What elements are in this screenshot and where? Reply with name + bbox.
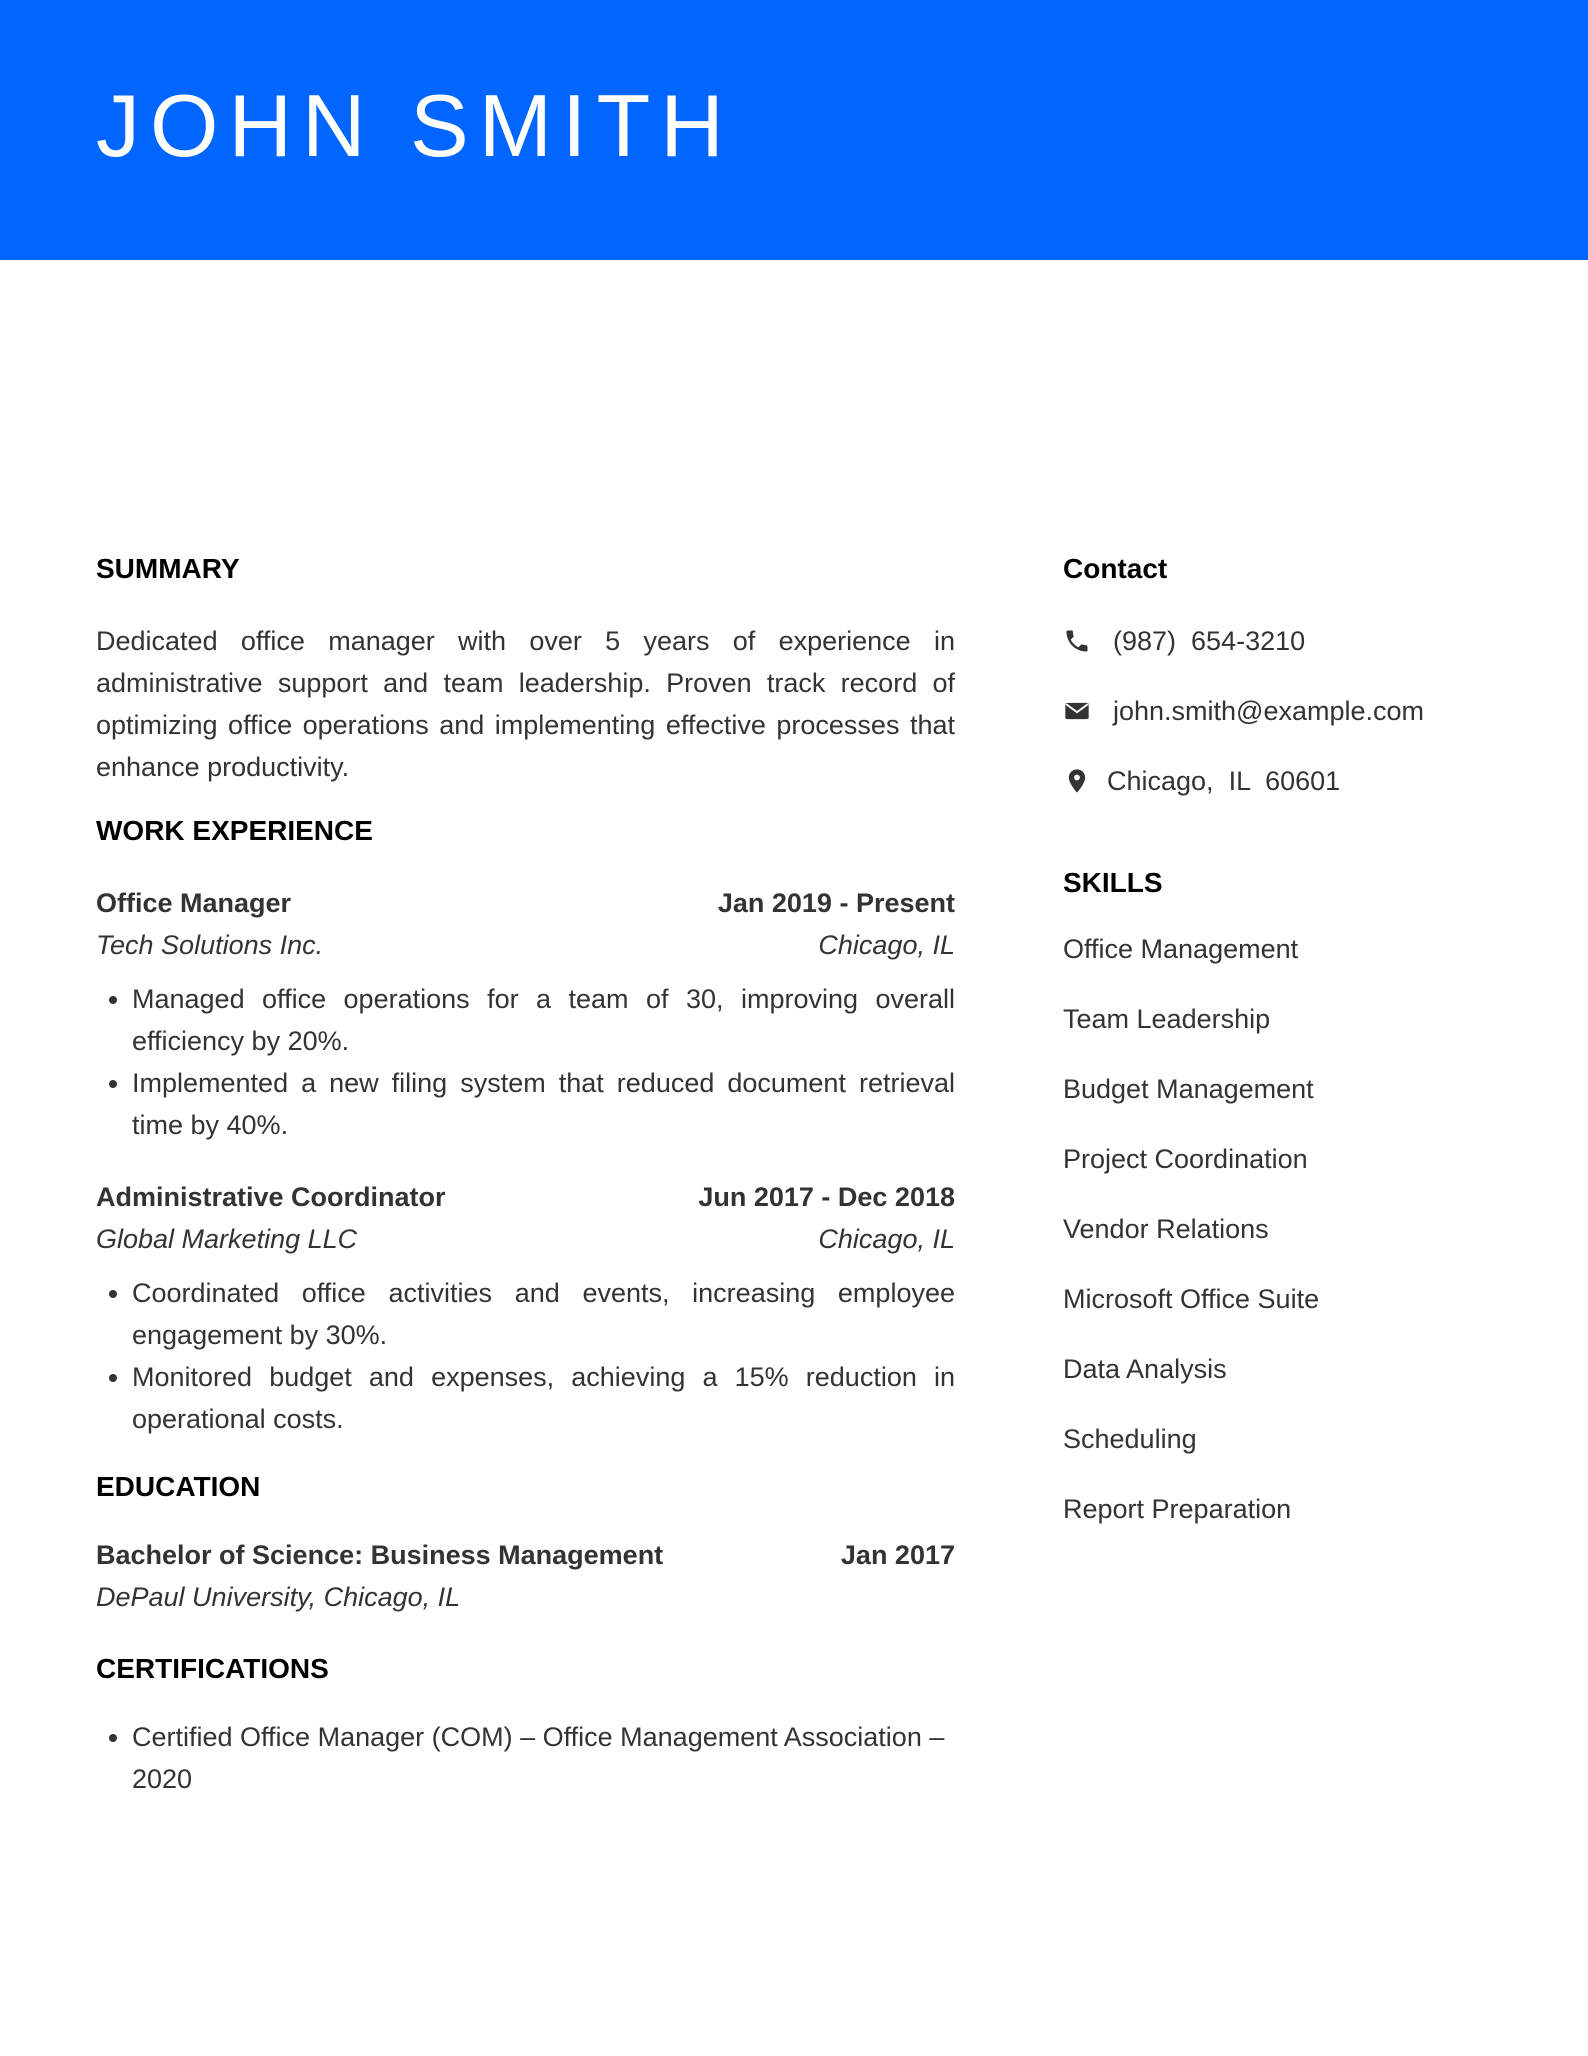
job-bullets [96,1272,955,1440]
job-role: Administrative Coordinator [96,1182,446,1212]
contact-title: Contact [1063,553,1168,584]
contact-location-text: Chicago, IL 60601 [1107,766,1341,796]
education-header [96,1534,955,1576]
work-experience-title: WORK EXPERIENCE [96,815,373,846]
job-location: Chicago, IL [818,930,955,960]
summary-section [96,552,955,788]
skill-item: Project Coordination [1063,1144,1308,1174]
certifications-section [96,1652,955,1800]
job-subheader [96,924,955,966]
list-item: • Managed office operations for a team of 30, improving overall efficiency by 20%. [132,978,955,1062]
envelope-icon [1063,697,1091,725]
skill-item: Scheduling [1063,1424,1197,1454]
main-column [96,552,955,1800]
contact-email [1063,690,1503,732]
skill-item: Office Management [1063,934,1299,964]
job-entry [96,882,955,1146]
phone-icon [1063,627,1091,655]
skill-item: Report Preparation [1063,1494,1292,1524]
education-title: EDUCATION [96,1471,261,1502]
job-location: Chicago, IL [818,1224,955,1254]
summary-title: SUMMARY [96,553,240,584]
list-item: • Implemented a new filing system that reduced document retrieval time by 40%. [132,1062,955,1146]
skills-section [1063,866,1503,1530]
skill-item: Data Analysis [1063,1354,1227,1384]
list-item: • Certified Office Manager (COM) – Office Management Association – 2020 [132,1716,955,1800]
education-section [96,1470,955,1618]
contact-phone [1063,620,1503,662]
skills-title: SKILLS [1063,867,1163,898]
map-pin-icon [1063,767,1091,795]
skills-list [1063,928,1503,1530]
list-item: • Monitored budget and expenses, achieving a 15% reduction in operational costs. [132,1356,955,1440]
summary-text: Dedicated office manager with over 5 years of experience in administrative support and team leadership. Proven track record of optimizing office operations and implementing effective processes that enhance productivity. [96,626,955,782]
education-date: Jan 2017 [840,1540,955,1570]
candidate-name: JOHN SMITH [96,76,734,175]
job-dates: Jan 2019 - Present [717,888,955,918]
job-subheader [96,1218,955,1260]
list-item: • Coordinated office activities and events, increasing employee engagement by 30%. [132,1272,955,1356]
skill-item: Budget Management [1063,1074,1314,1104]
job-dates: Jun 2017 - Dec 2018 [698,1182,955,1212]
contact-phone-text: (987) 654-3210 [1113,626,1306,656]
education-degree: Bachelor of Science: Business Management [96,1540,664,1570]
sidebar-column [1063,552,1503,1530]
job-company: Global Marketing LLC [96,1224,358,1254]
contact-section [1063,552,1503,802]
skill-item: Team Leadership [1063,1004,1271,1034]
job-bullets [96,978,955,1146]
education-school: DePaul University, Chicago, IL [96,1582,461,1612]
resume-header [0,0,1588,260]
skill-item: Vendor Relations [1063,1214,1269,1244]
certifications-title: CERTIFICATIONS [96,1653,329,1684]
job-header [96,1176,955,1218]
contact-location [1063,760,1503,802]
certifications-list [96,1716,955,1800]
job-role: Office Manager [96,888,292,918]
job-company: Tech Solutions Inc. [96,930,324,960]
work-experience-section [96,814,955,1440]
job-entry [96,1176,955,1440]
skill-item: Microsoft Office Suite [1063,1284,1320,1314]
job-header [96,882,955,924]
contact-email-text[interactable]: john.smith@example.com [1113,696,1425,726]
